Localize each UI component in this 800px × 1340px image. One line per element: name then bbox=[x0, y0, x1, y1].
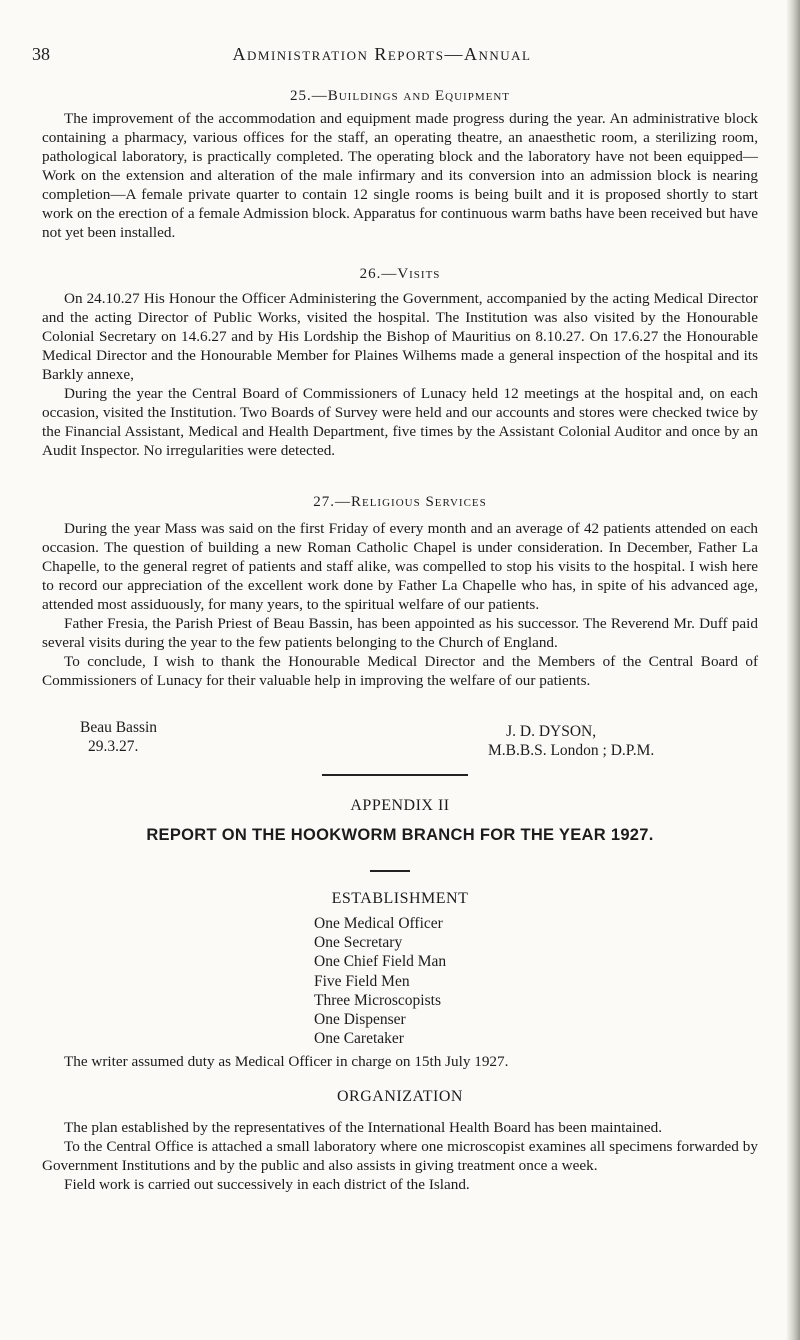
section-heading-religious: 27.—Religious Services bbox=[313, 494, 487, 510]
paragraph: Father Fresia, the Parish Priest of Beau Bassin, has been appointed as his successor. The Reverend Mr. Duff paid several visits during the year to the few patients belonging to the Church of England. bbox=[42, 615, 758, 651]
list-item: Three Microscopists bbox=[314, 991, 441, 1009]
section-buildings bbox=[42, 88, 758, 242]
paragraph: On 24.10.27 His Honour the Officer Administering the Government, accompanied by the acting Medical Director and the acting Director of Public Works, visited the hospital. The Institution was also visited by the Honourable Colonial Secretary on 14.6.27 and by His Lordship the Bishop of Mauritius on 8.10.27. On 17.6.27 the Honourable Medical Director and the Honourable Member for Plaines Wilhems made a general inspection of the hospital and its Barkly annexe, bbox=[42, 290, 758, 383]
establishment-heading: ESTABLISHMENT bbox=[331, 890, 469, 907]
paragraph: During the year the Central Board of Commissioners of Lunacy held 12 meetings at the hospital and, on each occasion, visited the Institution. Two Boards of Survey were held and our accounts and stores were checked twice by the Financial Assistant, Medical and Health Department, five times by the Assistant Colonial Auditor and once by an Audit Inspector. No irregularities were detected. bbox=[42, 385, 758, 459]
organization-heading: ORGANIZATION bbox=[337, 1088, 463, 1105]
list-item: One Secretary bbox=[314, 934, 403, 952]
section-heading-visits: 26.—Visits bbox=[359, 266, 441, 282]
running-head bbox=[32, 44, 732, 68]
report-title: REPORT ON THE HOOKWORM BRANCH FOR THE YEAR 1927. bbox=[146, 826, 654, 844]
list-item: One Chief Field Man bbox=[314, 953, 447, 971]
paragraph: Field work is carried out successively in each district of the Island. bbox=[64, 1176, 470, 1193]
signature-date: 29.3.27. bbox=[88, 738, 139, 755]
signature-place-date bbox=[80, 718, 157, 756]
paragraph: To the Central Office is attached a small laboratory where one microscopist examines all specimens forwarded by Government Institutions and by the public and also assists in giving treatment once a week. bbox=[42, 1138, 758, 1174]
paragraph: During the year Mass was said on the first Friday of every month and an average of 42 patients attended on each occasion. The question of building a new Roman Catholic Chapel is under consideration. In December, Father La Chapelle, to the general regret of patients and staff alike, was compelled to stop his visits to the hospital. I wish here to record our appreciation of the excellent work done by Father La Chapelle who has, in spite of his advanced age, attended most assiduously, for many years, to the spiritual welfare of our patients. bbox=[42, 520, 758, 613]
short-divider-rule bbox=[370, 870, 410, 872]
section-religious bbox=[42, 494, 758, 690]
list-item: One Dispenser bbox=[314, 1011, 406, 1029]
establishment-staff-list bbox=[314, 914, 446, 1048]
section-visits bbox=[42, 266, 758, 460]
list-item: One Medical Officer bbox=[314, 915, 443, 932]
list-item: One Caretaker bbox=[314, 1030, 404, 1048]
page-number: 38 bbox=[32, 44, 50, 64]
section-heading-buildings: 25.—Buildings and Equipment bbox=[289, 88, 511, 104]
signature-place: Beau Bassin bbox=[80, 719, 158, 736]
appendix-title: APPENDIX II bbox=[350, 797, 450, 814]
establishment-note-block bbox=[42, 1052, 758, 1071]
page-edge-shadow bbox=[786, 0, 800, 1340]
running-title: Administration Reports—Annual bbox=[232, 44, 532, 64]
paragraph: The plan established by the representatives of the International Health Board has been maintained. bbox=[64, 1119, 663, 1136]
list-item: Five Field Men bbox=[314, 972, 410, 990]
signature-author bbox=[488, 722, 654, 760]
establishment-note: The writer assumed duty as Medical Officer in charge on 15th July 1927. bbox=[64, 1053, 509, 1070]
signature-qualifications: M.B.B.S. London ; D.P.M. bbox=[488, 742, 655, 759]
paragraph: To conclude, I wish to thank the Honourable Medical Director and the Members of the Central Board of Commissioners of Lunacy for their valuable help in improving the welfare of our patients. bbox=[42, 653, 758, 689]
signature-name: J. D. DYSON, bbox=[506, 723, 597, 740]
divider-rule bbox=[322, 774, 468, 776]
paragraph: The improvement of the accommodation and equipment made progress during the year. An administrative block containing a pharmacy, various offices for the staff, an operating theatre, an anaesthetic room, a sterilizing room, pathological laboratory, is practically completed. The operating block and the laboratory have not been equipped— Work on the extension and alteration of the male infirmary and its conversion into an admission block is nearing completion—A female private quarter to contain 12 single rooms is being built and it is proposed shortly to start work on the erection of a female Admission block. Apparatus for continuous warm baths have been received but have not yet been installed. bbox=[42, 110, 758, 241]
section-organization bbox=[42, 1118, 758, 1194]
